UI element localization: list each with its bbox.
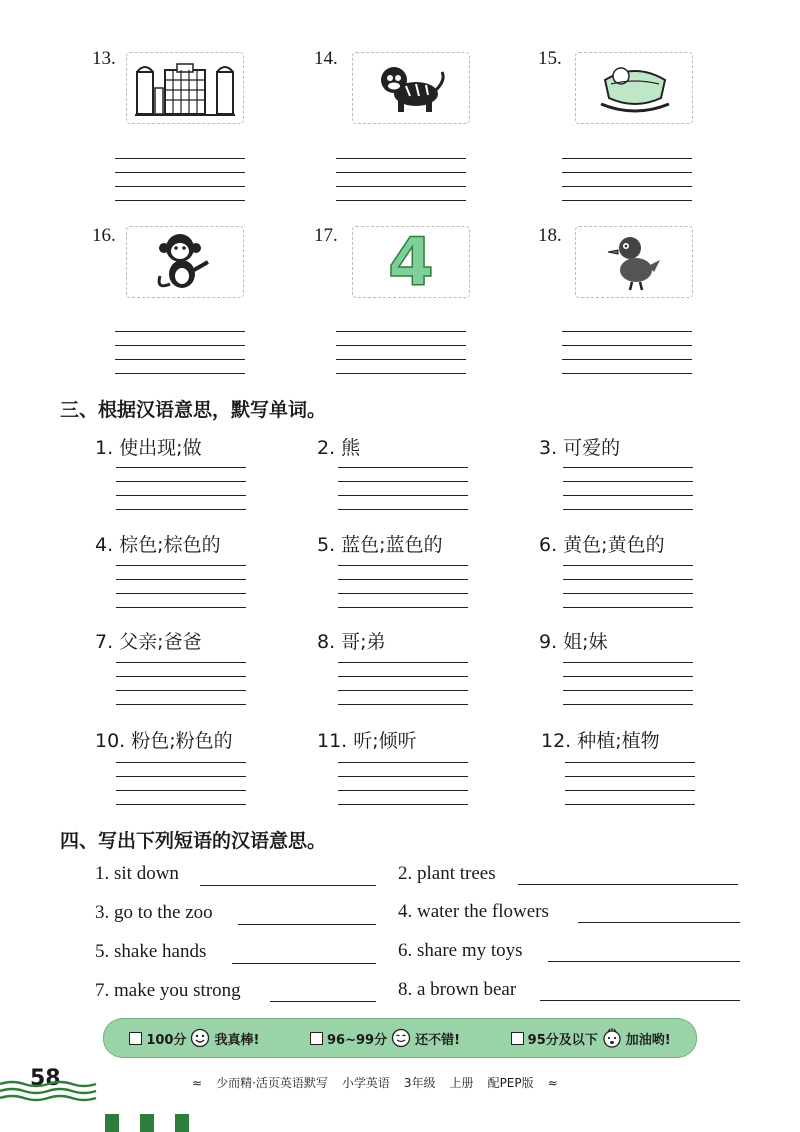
answer-lines[interactable] bbox=[338, 762, 468, 818]
number-four-icon: 4 bbox=[352, 226, 470, 298]
item-number: 16. bbox=[92, 225, 116, 246]
phrase-item-4: 4. water the flowers bbox=[398, 901, 549, 922]
wave-mark-icon: ≈ bbox=[547, 1075, 558, 1090]
phrase-item-2: 2. plant trees bbox=[398, 863, 496, 884]
answer-lines[interactable] bbox=[565, 762, 695, 818]
answer-lines[interactable] bbox=[562, 158, 692, 214]
item-number: 14. bbox=[314, 48, 338, 69]
item-prompt: 8. 哥;弟 bbox=[317, 631, 386, 653]
item-number: 15. bbox=[538, 48, 562, 69]
wave-decoration-icon bbox=[0, 1080, 100, 1104]
item-number: 17. bbox=[314, 225, 338, 246]
answer-lines[interactable] bbox=[115, 331, 245, 387]
answer-lines[interactable] bbox=[115, 158, 245, 214]
answer-lines[interactable] bbox=[116, 467, 246, 523]
item-prompt: 9. 姐;妹 bbox=[539, 631, 608, 653]
green-tab bbox=[105, 1114, 119, 1132]
section-4-title: 四、写出下列短语的汉语意思。 bbox=[60, 830, 327, 852]
smile-face-icon bbox=[391, 1028, 411, 1048]
answer-lines[interactable] bbox=[563, 662, 693, 718]
tiger-icon bbox=[352, 52, 470, 124]
green-tab bbox=[175, 1114, 189, 1132]
score-banner bbox=[103, 1018, 697, 1058]
answer-blank[interactable] bbox=[238, 924, 376, 925]
praise-label: 还不错! bbox=[415, 1032, 461, 1048]
answer-blank[interactable] bbox=[270, 1001, 376, 1002]
praise-label: 我真棒! bbox=[214, 1032, 260, 1048]
item-number: 18. bbox=[538, 225, 562, 246]
score-option-95-below bbox=[511, 1028, 671, 1048]
item-prompt: 7. 父亲;爸爸 bbox=[95, 631, 202, 653]
answer-lines[interactable] bbox=[116, 762, 246, 818]
volume-label: 上册 bbox=[449, 1076, 474, 1090]
item-prompt: 1. 使出现;做 bbox=[95, 437, 202, 459]
score-checkbox[interactable] bbox=[511, 1032, 524, 1045]
item-prompt: 2. 熊 bbox=[317, 437, 361, 459]
score-label: 100分 bbox=[146, 1032, 187, 1048]
answer-lines[interactable] bbox=[338, 662, 468, 718]
section-3-title: 三、根据汉语意思，默写单词。 bbox=[60, 399, 327, 421]
duck-icon bbox=[575, 226, 693, 298]
phrase-item-5: 5. shake hands bbox=[95, 941, 207, 962]
answer-lines[interactable] bbox=[338, 467, 468, 523]
answer-blank[interactable] bbox=[232, 963, 376, 964]
item-prompt: 5. 蓝色;蓝色的 bbox=[317, 534, 443, 556]
item-prompt: 12. 种植;植物 bbox=[541, 730, 660, 752]
green-tab bbox=[140, 1114, 154, 1132]
item-prompt: 11. 听;倾听 bbox=[317, 730, 417, 752]
edition-label: 配PEP版 bbox=[487, 1076, 534, 1090]
answer-lines[interactable] bbox=[338, 565, 468, 621]
phrase-item-1: 1. sit down bbox=[95, 863, 179, 884]
item-prompt: 4. 棕色;棕色的 bbox=[95, 534, 221, 556]
score-option-100 bbox=[129, 1028, 259, 1048]
monkey-icon bbox=[126, 226, 244, 298]
school-building-icon bbox=[126, 52, 244, 124]
subject-label: 小学英语 bbox=[341, 1076, 390, 1090]
score-checkbox[interactable] bbox=[129, 1032, 142, 1045]
cheer-face-icon bbox=[602, 1028, 622, 1048]
score-option-96-99 bbox=[310, 1028, 460, 1048]
baby-cradle-icon bbox=[575, 52, 693, 124]
series-title: 少而精·活页英语默写 bbox=[216, 1076, 328, 1090]
grade-label: 3年级 bbox=[403, 1076, 436, 1090]
answer-blank[interactable] bbox=[518, 884, 738, 885]
phrase-item-6: 6. share my toys bbox=[398, 940, 523, 961]
answer-lines[interactable] bbox=[563, 565, 693, 621]
wave-mark-icon: ≈ bbox=[192, 1075, 203, 1090]
praise-label: 加油哟! bbox=[625, 1032, 671, 1048]
item-prompt: 3. 可爱的 bbox=[539, 437, 621, 459]
answer-lines[interactable] bbox=[336, 158, 466, 214]
phrase-item-3: 3. go to the zoo bbox=[95, 902, 213, 923]
answer-lines[interactable] bbox=[116, 662, 246, 718]
answer-lines[interactable] bbox=[116, 565, 246, 621]
footer-info bbox=[192, 1074, 558, 1091]
score-label: 96~99分 bbox=[327, 1032, 388, 1048]
item-prompt: 6. 黄色;黄色的 bbox=[539, 534, 665, 556]
phrase-item-8: 8. a brown bear bbox=[398, 979, 517, 1000]
answer-blank[interactable] bbox=[578, 922, 740, 923]
thumbs-up-face-icon bbox=[190, 1028, 210, 1048]
answer-lines[interactable] bbox=[336, 331, 466, 387]
phrase-item-7: 7. make you strong bbox=[95, 980, 241, 1001]
page-number: 58 bbox=[30, 1066, 61, 1091]
answer-lines[interactable] bbox=[562, 331, 692, 387]
answer-blank[interactable] bbox=[540, 1000, 740, 1001]
score-label: 95分及以下 bbox=[527, 1032, 598, 1048]
answer-blank[interactable] bbox=[200, 885, 376, 886]
answer-blank[interactable] bbox=[548, 961, 740, 962]
item-prompt: 10. 粉色;粉色的 bbox=[95, 730, 233, 752]
item-number: 13. bbox=[92, 48, 116, 69]
score-checkbox[interactable] bbox=[310, 1032, 323, 1045]
answer-lines[interactable] bbox=[563, 467, 693, 523]
